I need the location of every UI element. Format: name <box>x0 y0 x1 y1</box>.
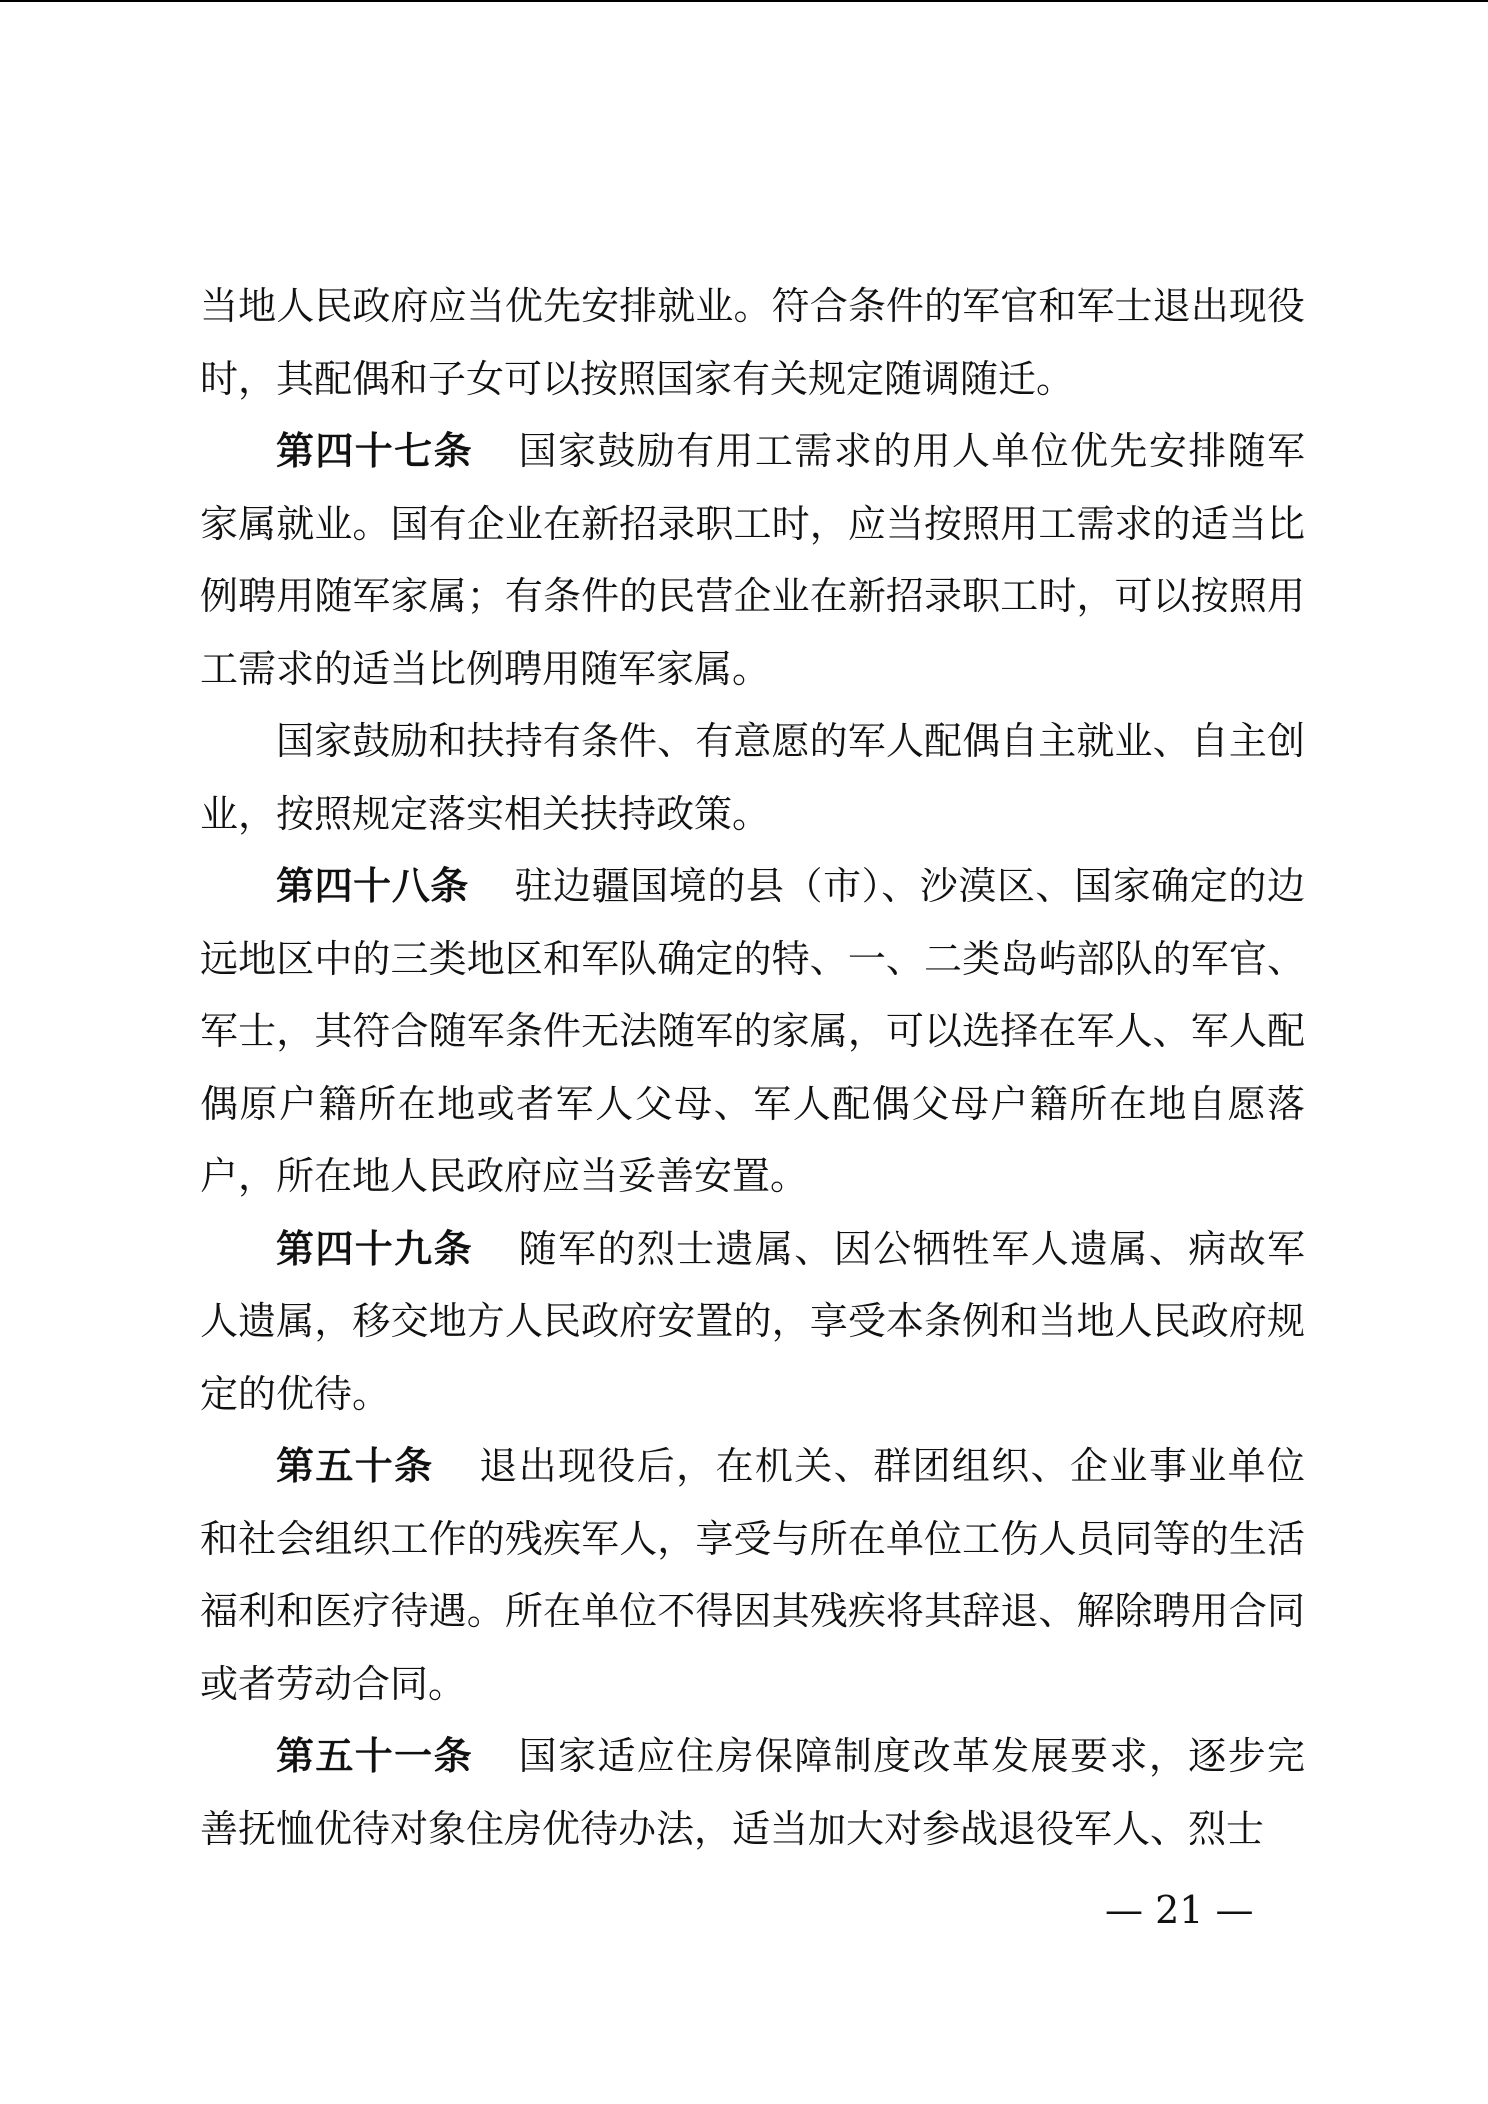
article-50-paragraph <box>200 1430 1305 1720</box>
article-47-paragraph <box>200 415 1305 705</box>
article-number: 第四十七条 <box>276 429 473 473</box>
page-number: — 21 — <box>1105 1888 1254 1932</box>
article-number: 第五十条 <box>276 1444 434 1488</box>
paragraph-text: 国家鼓励有用工需求的用人单位优先安排随军家属就业。国有企业在新招录职工时，应当按照用工需求的适当比例聘用随军家属；有条件的民营企业在新招录职工时，可以按照用工需求的适当比例聘用随军家属。 <box>200 429 1305 691</box>
article-number: 第五十一条 <box>276 1734 473 1778</box>
body-text <box>200 270 1305 1865</box>
paragraph-continuation <box>200 270 1305 415</box>
paragraph-text: 驻边疆国境的县（市）、沙漠区、国家确定的边远地区中的三类地区和军队确定的特、一、二类岛屿部队的军官、军士，其符合随军条件无法随军的家属，可以选择在军人、军人配偶原户籍所在地或者军人父母、军人配偶父母户籍所在地自愿落户，所在地人民政府应当妥善安置。 <box>200 864 1305 1198</box>
paragraph-text: 退出现役后，在机关、群团组织、企业事业单位和社会组织工作的残疾军人，享受与所在单位工伤人员同等的生活福利和医疗待遇。所在单位不得因其残疾将其辞退、解除聘用合同或者劳动合同。 <box>200 1444 1305 1706</box>
paragraph-text: 当地人民政府应当优先安排就业。符合条件的军官和军士退出现役时，其配偶和子女可以按照国家有关规定随调随迁。 <box>200 284 1305 401</box>
article-47-paragraph-2 <box>200 705 1305 850</box>
article-48-paragraph <box>200 850 1305 1213</box>
paragraph-text: 国家适应住房保障制度改革发展要求，逐步完善抚恤优待对象住房优待办法，适当加大对参战退役军人、烈士 <box>200 1734 1305 1851</box>
paragraph-text: 国家鼓励和扶持有条件、有意愿的军人配偶自主就业、自主创业，按照规定落实相关扶持政策。 <box>200 719 1305 836</box>
paragraph-text: 随军的烈士遗属、因公牺牲军人遗属、病故军人遗属，移交地方人民政府安置的，享受本条例和当地人民政府规定的优待。 <box>200 1226 1305 1416</box>
article-number: 第四十八条 <box>276 864 469 908</box>
top-border-rule <box>0 0 1488 2</box>
article-51-paragraph <box>200 1720 1305 1865</box>
article-number: 第四十九条 <box>276 1226 473 1271</box>
article-49-paragraph <box>200 1213 1305 1431</box>
